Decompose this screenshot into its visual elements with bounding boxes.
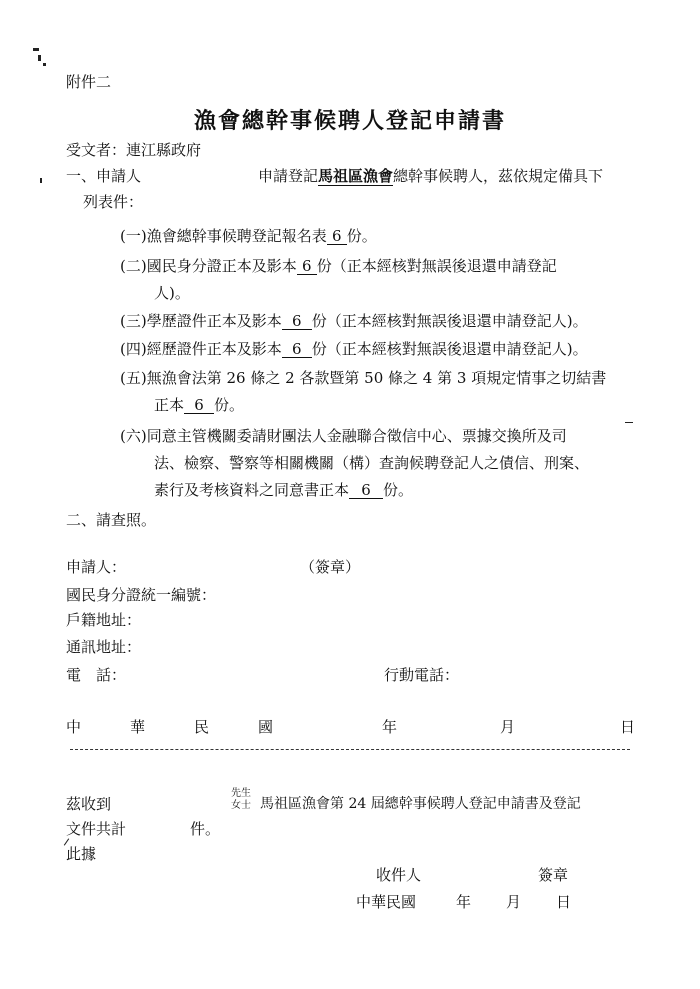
date-char-zhong: 中 xyxy=(66,718,82,736)
date-year: 年 xyxy=(382,718,398,736)
mailing-address-label: 通訊地址： xyxy=(66,638,142,656)
item-text: 正本 xyxy=(154,396,185,414)
item-text: 份（正本經核對無誤後退還申請登記 xyxy=(316,257,557,275)
receipt-date-month: 月 xyxy=(506,893,522,911)
attachment-label: 附件二 xyxy=(66,73,112,91)
household-address-label: 戶籍地址： xyxy=(66,611,142,629)
receipt-date-day: 日 xyxy=(556,893,572,911)
applicant-label: 申請人： xyxy=(66,558,127,576)
item-6-line3 xyxy=(154,483,413,499)
date-char-hua: 華 xyxy=(130,718,146,736)
item-count: 6 xyxy=(349,483,383,499)
recipient-line: 受文者：連江縣政府 xyxy=(66,141,202,159)
id-number-label: 國民身分證統一編號： xyxy=(66,586,217,604)
item-2 xyxy=(120,259,557,275)
date-char-min: 民 xyxy=(194,718,210,736)
scan-mark xyxy=(38,55,41,61)
scan-mark xyxy=(33,48,39,51)
honorific-stack xyxy=(226,788,256,812)
item-text: 份。 xyxy=(346,227,377,245)
mobile-label: 行動電話： xyxy=(384,666,460,684)
item-5: (五)無漁會法第 26 條之 2 各款暨第 50 條之 4 第 3 項規定情事之切結書 xyxy=(120,369,607,387)
item-4 xyxy=(120,342,588,358)
item-count: 6 xyxy=(297,259,317,275)
item-text: 素行及考核資料之同意書正本 xyxy=(154,481,350,499)
seal-label: （簽章） xyxy=(300,558,361,576)
item-5-cont xyxy=(154,398,244,414)
item-count: 6 xyxy=(184,398,214,414)
organization-name: 馬祖區漁會 xyxy=(318,167,394,185)
item-6-line1: (六)同意主管機關委請財團法人金融聯合徵信中心、票據交換所及司 xyxy=(120,427,567,445)
item-text: (二)國民身分證正本及影本 xyxy=(120,257,297,275)
receipt-proof: 此據 xyxy=(66,845,97,863)
section1-line2: 列表件： xyxy=(83,193,144,211)
item-text: 份（正本經核對無誤後退還申請登記人)。 xyxy=(311,312,588,330)
receipt-total-label: 文件共計 xyxy=(66,820,127,838)
cut-line-divider xyxy=(70,749,630,750)
item-text: (四)經歷證件正本及影本 xyxy=(120,340,282,358)
phone-label: 電 話： xyxy=(66,666,127,684)
section1-label: 一、申請人 xyxy=(66,167,142,185)
date-char-guo: 國 xyxy=(258,718,274,736)
item-text: (三)學歷證件正本及影本 xyxy=(120,312,282,330)
item-3 xyxy=(120,314,588,330)
receipt-unit: 件。 xyxy=(190,820,221,838)
section2-label: 二、請查照。 xyxy=(66,511,157,529)
item-text: 份。 xyxy=(214,396,245,414)
scan-mark xyxy=(43,63,46,66)
receipt-date-prefix: 中華民國 xyxy=(356,893,417,911)
item-text: 份（正本經核對無誤後退還申請登記人)。 xyxy=(311,340,588,358)
scan-mark xyxy=(625,422,633,423)
scan-mark xyxy=(40,178,42,183)
receipt-subject: 馬祖區漁會第 24 屆總幹事候聘人登記申請書及登記 xyxy=(260,796,581,812)
item-2-cont: 人)。 xyxy=(154,284,190,302)
receipt-date-year: 年 xyxy=(456,893,472,911)
section1-lead: 申請登記 xyxy=(258,167,319,185)
receiver-sign-label: 簽章 xyxy=(538,866,569,884)
item-text: 份。 xyxy=(383,481,414,499)
honorific-ms: 女士 xyxy=(231,800,251,811)
item-6-line2: 法、檢察、警察等相關機關（構）查詢候聘登記人之債信、刑案、 xyxy=(154,454,590,472)
item-1 xyxy=(120,229,377,245)
section1-text xyxy=(258,169,603,184)
receiver-label: 收件人 xyxy=(376,866,422,884)
item-count: 6 xyxy=(282,314,312,330)
item-text: (一)漁會總幹事候聘登記報名表 xyxy=(120,227,327,245)
page-title: 漁會總幹事候聘人登記申請書 xyxy=(193,108,506,134)
date-month: 月 xyxy=(500,718,516,736)
receipt-received: 茲收到 xyxy=(66,795,112,813)
honorific-mr: 先生 xyxy=(231,788,251,799)
item-count: 6 xyxy=(327,229,347,245)
date-day: 日 xyxy=(620,718,636,736)
item-count: 6 xyxy=(282,342,312,358)
section1-rest: 總幹事候聘人，茲依規定備具下 xyxy=(393,167,604,185)
